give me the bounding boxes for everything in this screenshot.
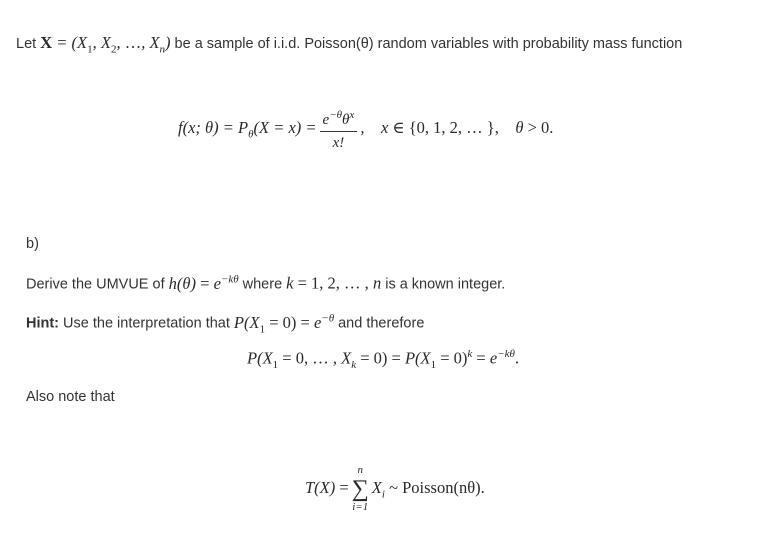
statistic-equation: [305, 458, 485, 524]
sigma-symbol: ∑: [351, 476, 369, 503]
derive-prefix: Derive the UMVUE of: [26, 276, 169, 293]
pmf-lhs: f(x; $\theta) = P_\theta(X = x)$ =: [178, 118, 317, 141]
hint-label: Hint:: [26, 315, 60, 332]
intro-suffix: be a sample of i.i.d. Poisson(θ) random variables with probability mass function: [170, 36, 683, 52]
summation: [352, 464, 369, 514]
pmf-denominator: x!: [332, 135, 345, 152]
hint-math: $P(X_1 = 0) = e^{-\theta}$: [233, 312, 335, 335]
stat-term: $X_i$: [371, 478, 385, 501]
hint-suffix: and therefore: [334, 315, 425, 332]
pmf-support: , x ∈ {0, 1, 2, … }, θ > 0.: [360, 118, 554, 137]
intro-line: [16, 33, 682, 59]
intro-prefix: Let: [16, 36, 41, 52]
product-equation: $P(X_1 = 0$, … , $X_k = 0) = P(X_1 = 0)^k = e^{-k\theta}$.: [247, 348, 520, 371]
hint-line: [26, 308, 424, 339]
derive-line: [26, 269, 505, 295]
stat-lhs: T(X) =: [305, 478, 349, 497]
pmf-equation: [178, 106, 553, 156]
pmf-numerator: $e^{-\theta}\theta^x$: [320, 106, 358, 132]
k-range-math: k = 1, 2, … , n: [286, 273, 382, 293]
pmf-fraction: [320, 106, 358, 152]
sum-lower-limit: i=1: [352, 501, 369, 514]
sum-upper-limit: n: [357, 464, 363, 477]
derive-suffix: is a known integer.: [381, 276, 506, 293]
derive-middle: where: [238, 276, 287, 293]
part-label: b): [26, 236, 39, 252]
sample-math: $X = (X_1$, $X_2$, …, $X_n$): [40, 33, 171, 56]
h-function-math: $h(\theta) = e^{-k\theta}$: [168, 273, 239, 293]
hint-prefix: Use the interpretation that: [59, 315, 234, 332]
stat-rhs: ~ Poisson(nθ).: [384, 478, 485, 497]
note-text: Also note that: [26, 389, 115, 405]
